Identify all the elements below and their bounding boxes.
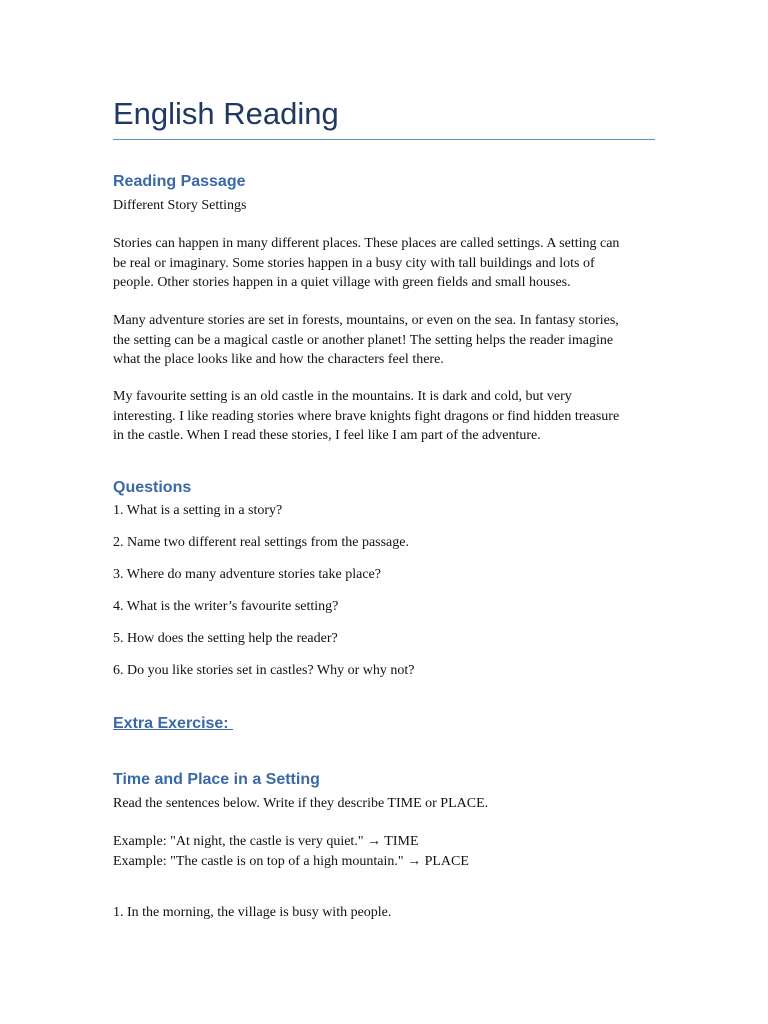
example-line: Example: "The castle is on top of a high mountain." → PLACE	[113, 853, 469, 869]
paragraph-line: the setting can be a magical castle or another planet! The setting helps the reader imagine	[113, 332, 614, 348]
question-item: 2. Name two different real settings from the passage.	[113, 535, 409, 550]
question-item: 3. Where do many adventure stories take place?	[113, 567, 381, 582]
paragraph-line: be real or imaginary. Some stories happen in a busy city with tall buildings and lots of	[113, 255, 595, 271]
passage-paragraph	[113, 387, 655, 446]
document-title: English Reading	[113, 96, 339, 131]
paragraph-line: My favourite setting is an old castle in the mountains. It is dark and cold, but very	[113, 389, 572, 404]
exercise-instruction: Read the sentences below. Write if they describe TIME or PLACE.	[113, 796, 489, 811]
examples-block	[113, 832, 655, 871]
passage-paragraph	[113, 234, 655, 293]
paragraph-line: in the castle. When I read these stories, I feel like I am part of the adventure.	[113, 428, 541, 443]
question-item: 4. What is the writer’s favourite setting?	[113, 599, 339, 614]
question-item: 1. What is a setting in a story?	[113, 503, 283, 518]
questions-heading: Questions	[113, 479, 192, 496]
title-divider	[113, 139, 655, 140]
question-item: 5. How does the setting help the reader?	[113, 631, 338, 646]
exercise-item: 1. In the morning, the village is busy with people.	[113, 905, 392, 920]
paragraph-line: Stories can happen in many different places. These places are called settings. A setting can	[113, 236, 620, 251]
paragraph-line: what the place looks like and how the characters feel there.	[113, 352, 444, 367]
reading-passage-heading: Reading Passage	[113, 173, 246, 190]
paragraph-line: people. Other stories happen in a quiet village with green fields and small houses.	[113, 275, 571, 290]
paragraph-line: Many adventure stories are set in forests, mountains, or even on the sea. In fantasy stories,	[113, 313, 619, 328]
paragraph-line: interesting. I like reading stories where brave knights fight dragons or find hidden treasure	[113, 408, 620, 424]
question-item: 6. Do you like stories set in castles? Why or why not?	[113, 663, 415, 678]
passage-paragraph	[113, 311, 655, 370]
example-line: Example: "At night, the castle is very quiet." → TIME	[113, 834, 419, 849]
time-place-heading: Time and Place in a Setting	[113, 771, 320, 788]
passage-subtitle: Different Story Settings	[113, 198, 247, 213]
extra-exercise-heading: Extra Exercise:	[113, 715, 234, 732]
